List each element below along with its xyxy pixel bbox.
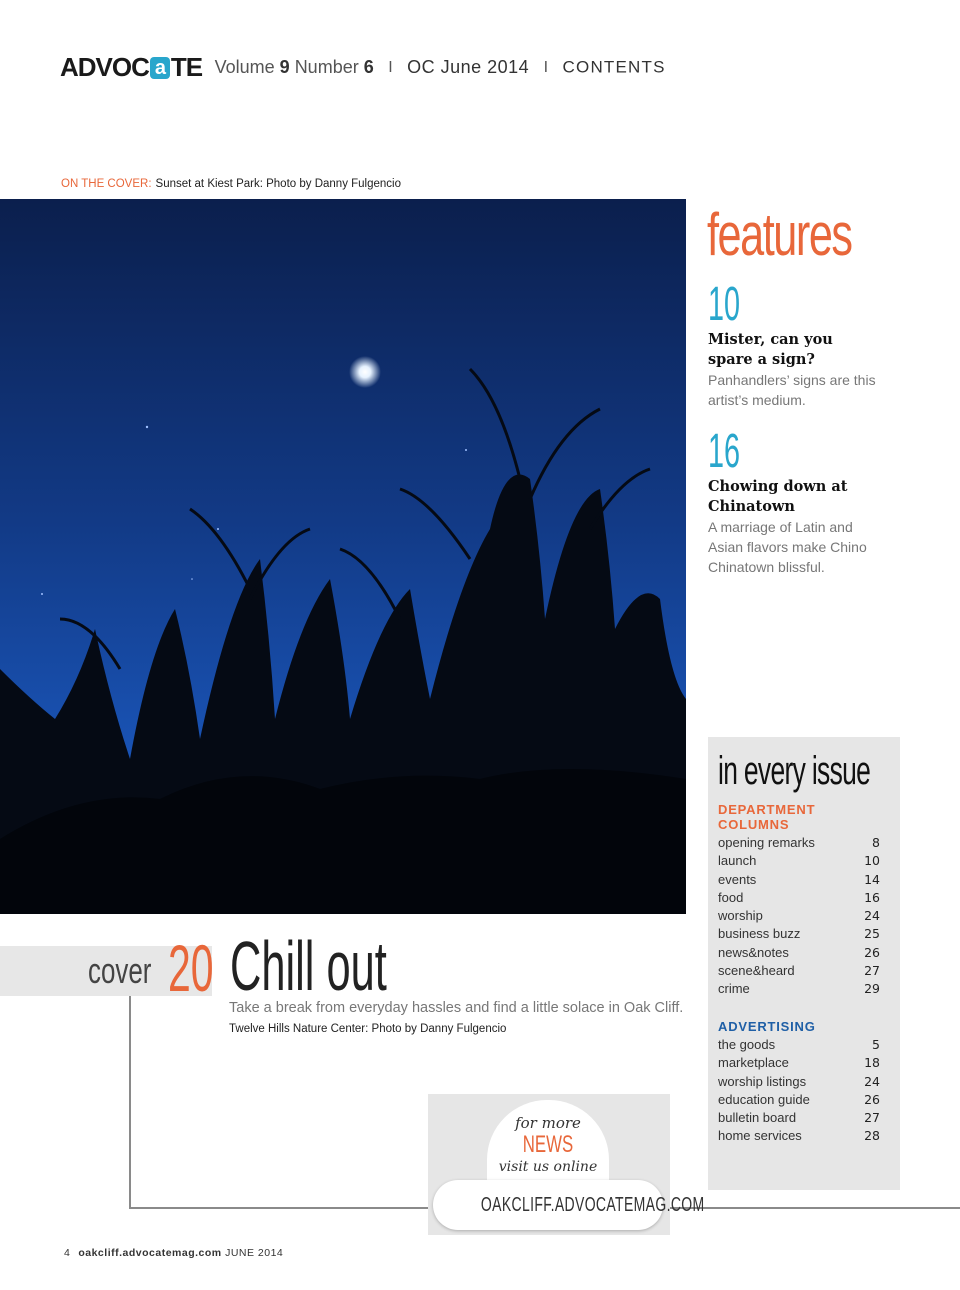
header-separator: I [543,58,549,76]
list-item[interactable]: bulletin board 27 [718,1110,880,1126]
issue-volume: Volume 9 Number 6 [214,57,374,77]
website-link[interactable] [433,1180,705,1230]
cover-story-title[interactable]: Chill out [230,927,387,1005]
list-item[interactable]: worship listings 24 [718,1073,880,1089]
feature-page-number: 16 [708,425,741,478]
masthead [60,52,666,84]
header-separator: I [388,58,393,76]
news-promo-line1: for more [515,1114,581,1132]
feature-title: Mister, can you spare a sign? [708,331,833,368]
cover-page-number: 20 [168,931,214,1005]
feature-description: A marriage of Latin and Asian flavors make Chino Chinatown blissful. [708,519,867,575]
cover-caption-label: ON THE COVER: [61,178,152,190]
cover-photo [0,199,686,914]
section-label: CONTENTS [562,57,666,77]
department-list [718,834,880,999]
cover-caption-text: Sunset at Kiest Park: Photo by Danny Fulgencio [155,178,402,190]
cover-story-credit: Twelve Hills Nature Center: Photo by Danny Fulgencio [229,1023,507,1035]
list-item[interactable]: business buzz 25 [718,926,880,942]
footer-site[interactable]: oakcliff.advocatemag.com [78,1247,222,1259]
list-item[interactable]: food 16 [718,889,880,905]
footer-page-number: 4 [64,1247,71,1259]
list-item[interactable]: worship 24 [718,908,880,924]
advocate-logo: ADVOC a TE [60,52,203,82]
list-item[interactable]: marketplace 18 [718,1055,880,1071]
divider-line [129,996,131,1209]
list-item[interactable]: crime 29 [718,981,880,997]
news-promo-word: NEWS [522,1131,574,1158]
night-sky-grass-image [0,199,686,914]
features-heading: features [707,201,852,268]
advertising-heading: ADVERTISING [718,1019,816,1034]
edition-label: OC June 2014 [407,57,530,77]
feature-description: Panhandlers’ signs are this artist’s medium. [708,372,876,408]
website-url[interactable]: OAKCLIFF.ADVOCATEMAG.COM [480,1194,705,1216]
feature-item[interactable] [708,427,898,577]
cover-story-description: Take a break from everyday hassles and find a little solace in Oak Cliff. [229,1000,684,1016]
feature-item[interactable] [708,280,898,410]
list-item[interactable]: scene&heard 27 [718,963,880,979]
news-promo-line3: visit us online [498,1159,598,1175]
in-every-issue-panel [708,737,900,1190]
panel-title: in every issue [718,749,871,793]
list-item[interactable]: news&notes 26 [718,944,880,960]
feature-title: Chowing down at Chinatown [708,478,848,515]
page-footer [64,1247,283,1259]
cover-label: cover [88,950,152,991]
list-item[interactable]: launch 10 [718,853,880,869]
list-item[interactable]: education guide 26 [718,1091,880,1107]
list-item[interactable]: home services 28 [718,1128,880,1144]
feature-page-number: 10 [708,278,741,331]
footer-date: JUNE 2014 [225,1247,284,1259]
list-item[interactable]: events 14 [718,871,880,887]
list-item[interactable]: opening remarks 8 [718,835,880,850]
department-columns-heading: DEPARTMENT COLUMNS [718,802,816,832]
advertising-list [718,1036,880,1146]
list-item[interactable]: the goods 5 [718,1037,880,1052]
cover-caption [61,178,401,190]
